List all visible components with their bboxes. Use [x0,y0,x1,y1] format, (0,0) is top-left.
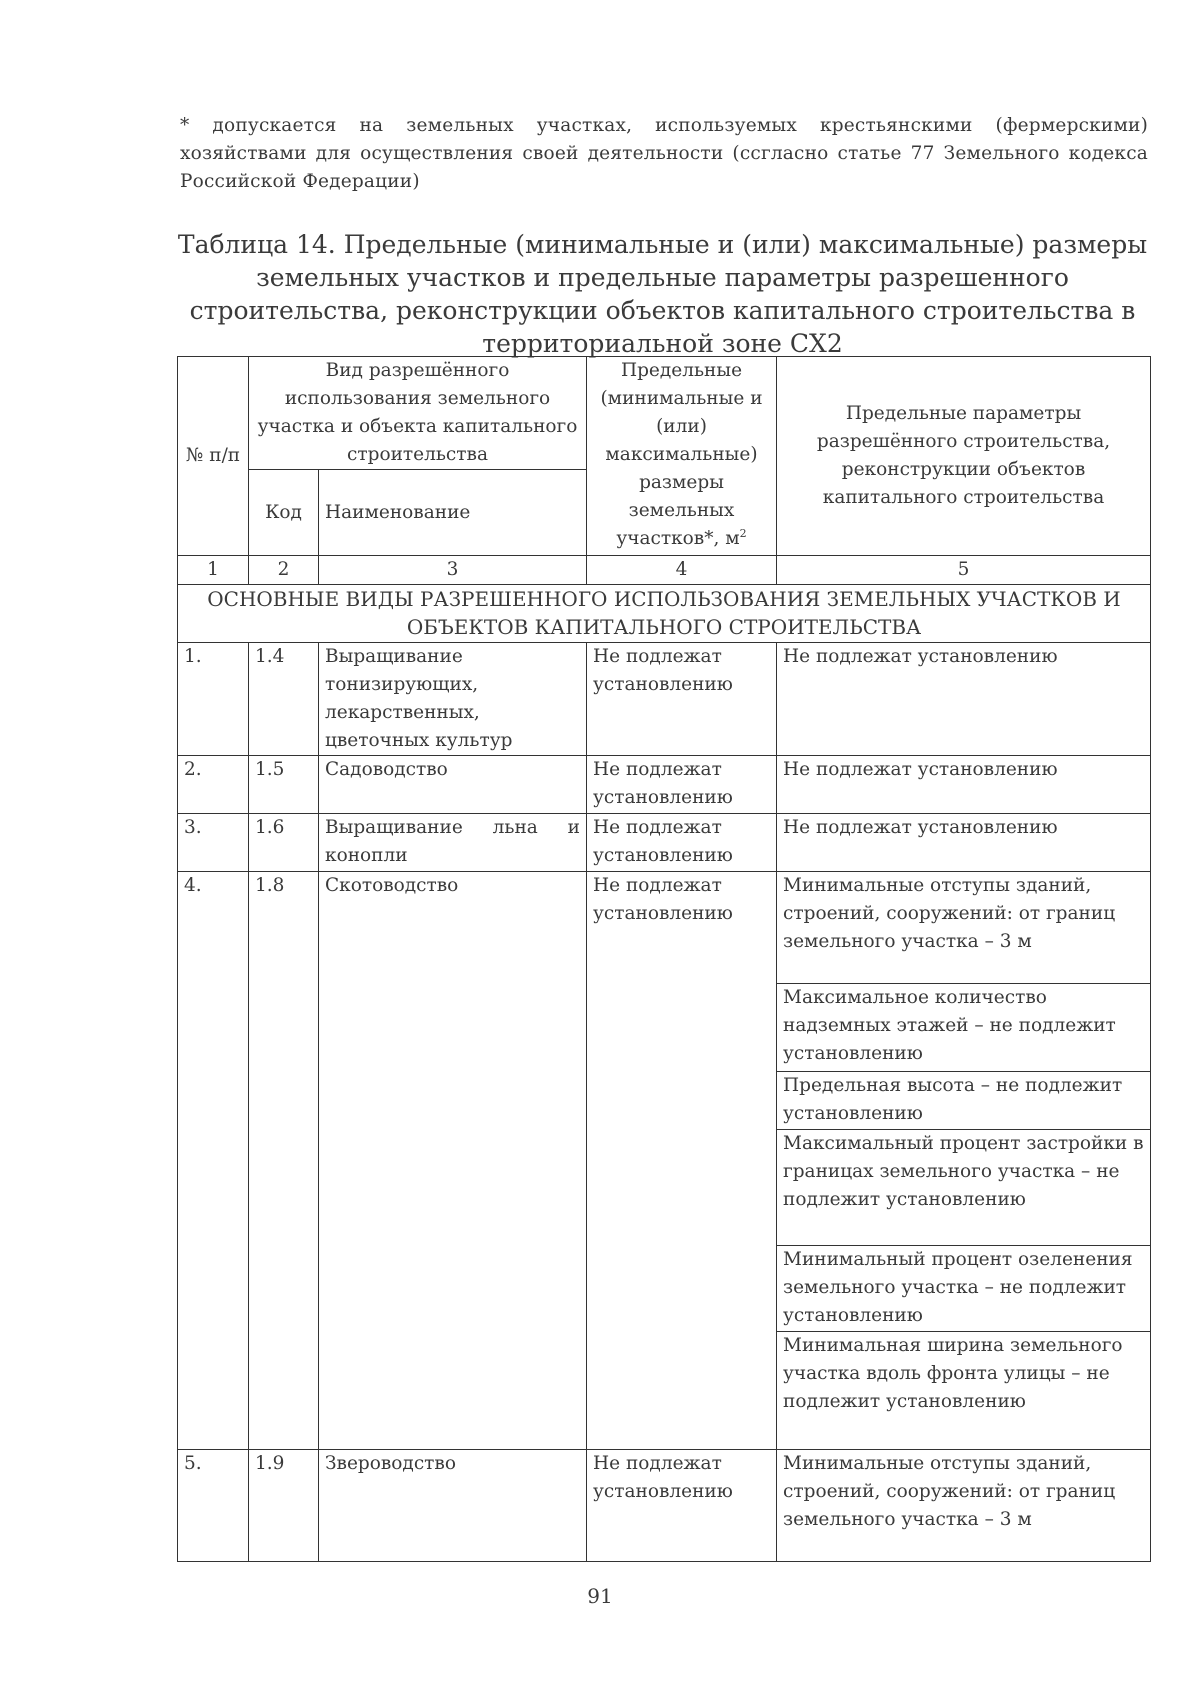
section-title: ОСНОВНЫЕ ВИДЫ РАЗРЕШЕННОГО ИСПОЛЬЗОВАНИЯ ЗЕМЕЛЬНЫХ УЧАСТКОВ И ОБЪЕКТОВ КАПИТАЛЬНОГО СТРОИТЕЛЬСТВА [178,585,1151,643]
row-code: 1.5 [249,756,319,814]
row-name: Звероводство [319,1450,587,1562]
column-numbers-row [178,556,1151,585]
row-code: 1.4 [249,643,319,756]
col-number: 3 [319,556,587,585]
row-param-item: Максимальное количество надземных этажей – не подлежит установлению [777,984,1151,1072]
table-row [178,643,1151,756]
col-number: 4 [587,556,777,585]
zone-parameters-table [177,356,1151,1562]
header-sizes-sup: 2 [739,526,747,540]
col-number: 2 [249,556,319,585]
row-param-item: Минимальная ширина земельного участка вдоль фронта улицы – не подлежит установлению [777,1332,1151,1450]
row-param-item: Минимальные отступы зданий, строений, сооружений: от границ земельного участка – 3 м [777,872,1151,984]
row-param-item: Минимальные отступы зданий, строений, сооружений: от границ земельного участка – 3 м [777,1450,1151,1562]
row-num: 1. [178,643,249,756]
page-number: 91 [587,1584,613,1608]
row-param-item: Предельная высота – не подлежит установлению [777,1072,1151,1130]
row-param-item: Минимальный процент озеленения земельного участка – не подлежит установлению [777,1246,1151,1332]
table-row [178,1450,1151,1562]
row-name: Выращивание тонизирующих, лекарственных, цветочных культур [319,643,587,756]
table-row [178,756,1151,814]
row-sizes: Не подлежат установлению [587,1450,777,1562]
row-num: 4. [178,872,249,1450]
row-params: Не подлежат установлению [777,643,1151,756]
row-sizes: Не подлежат установлению [587,643,777,756]
row-num: 3. [178,814,249,872]
col-number: 1 [178,556,249,585]
row-code: 1.9 [249,1450,319,1562]
row-sizes: Не подлежат установлению [587,814,777,872]
row-params: Не подлежат установлению [777,756,1151,814]
row-num: 2. [178,756,249,814]
row-name: Садоводство [319,756,587,814]
table-row [178,872,1151,984]
row-code: 1.8 [249,872,319,1450]
row-params: Не подлежат установлению [777,814,1151,872]
table-row [178,814,1151,872]
header-name: Наименование [319,470,587,556]
row-code: 1.6 [249,814,319,872]
header-num: № п/п [178,357,249,556]
header-sizes [587,357,777,556]
row-sizes: Не подлежат установлению [587,756,777,814]
table-title: Таблица 14. Предельные (минимальные и (или) максимальные) размеры земельных участков и предельные параметры разрешенного строительства, реконструкции объектов капитального строительства в территориальной зоне СХ2 [177,230,1148,358]
row-param-item: Максимальный процент застройки в границах земельного участка – не подлежит установлению [777,1130,1151,1246]
row-sizes: Не подлежат установлению [587,872,777,1450]
header-kind: Вид разрешённого использования земельного участка и объекта капитального строительства [249,357,587,470]
row-name: Выращивание льна и конопли [319,814,587,872]
header-code: Код [249,470,319,556]
header-params: Предельные параметры разрешённого строительства, реконструкции объектов капитального строительства [777,357,1151,556]
row-name: Скотоводство [319,872,587,1450]
footnote: * допускается на земельных участках, используемых крестьянскими (фермерскими) хозяйствами для осуществления своей деятельности (ссгласно статье 77 Земельного кодекса Российской Федерации) [180,115,1148,192]
row-num: 5. [178,1450,249,1562]
col-number: 5 [777,556,1151,585]
header-sizes-text: Предельные (минимальные и (или) максимальные) размеры земельных участков*, м [600,360,763,549]
